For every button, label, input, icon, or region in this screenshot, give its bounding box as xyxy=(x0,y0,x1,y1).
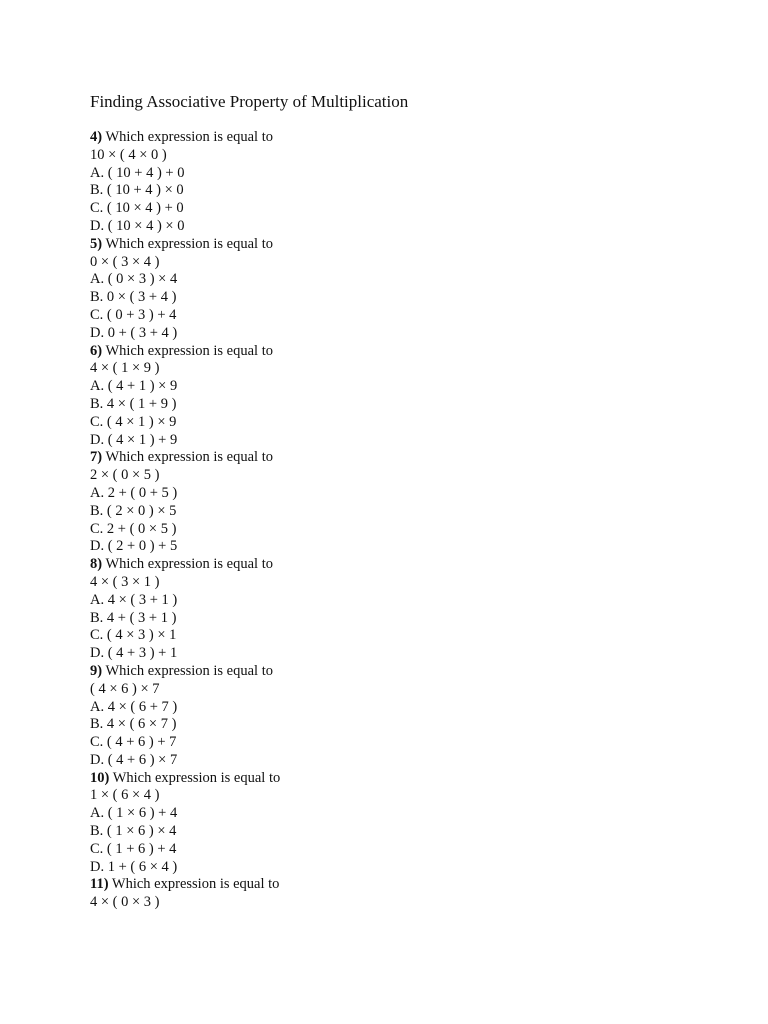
question-number: 11) xyxy=(90,876,109,893)
question-prompt-line xyxy=(90,556,730,574)
question-prompt: Which expression is equal to xyxy=(105,662,273,679)
question-expression: 2 × ( 0 × 5 ) xyxy=(90,467,160,484)
question-prompt-line xyxy=(90,663,730,681)
question-expression: 10 × ( 4 × 0 ) xyxy=(90,146,167,163)
answer-option: D. 1 + ( 6 × 4 ) xyxy=(90,858,178,875)
question-expression: 4 × ( 0 × 3 ) xyxy=(90,894,160,911)
question-prompt-line xyxy=(90,236,730,254)
question-block xyxy=(90,876,730,912)
answer-option: A. 2 + ( 0 + 5 ) xyxy=(90,484,178,501)
question-number: 8) xyxy=(90,556,103,573)
question-prompt-line xyxy=(90,449,730,467)
question-number: 4) xyxy=(90,129,103,145)
question-prompt: Which expression is equal to xyxy=(105,556,273,573)
question-expression: ( 4 × 6 ) × 7 xyxy=(90,680,160,697)
question-block xyxy=(90,663,730,770)
answer-option: C. ( 4 + 6 ) + 7 xyxy=(90,734,177,751)
answer-option: D. ( 2 + 0 ) + 5 xyxy=(90,538,178,555)
question-expression: 0 × ( 3 × 4 ) xyxy=(90,253,160,270)
question-prompt-line xyxy=(90,770,730,788)
question-block xyxy=(90,556,730,663)
question-prompt-line xyxy=(90,343,730,361)
question-block xyxy=(90,343,730,450)
answer-option: D. ( 4 × 1 ) + 9 xyxy=(90,431,178,448)
question-number: 9) xyxy=(90,662,103,679)
answer-option: A. ( 0 × 3 ) × 4 xyxy=(90,271,178,288)
answer-option: D. ( 4 + 3 ) + 1 xyxy=(90,645,178,662)
question-prompt-line xyxy=(90,129,730,147)
question-prompt: Which expression is equal to xyxy=(111,876,280,893)
answer-option: A. 4 × ( 6 + 7 ) xyxy=(90,698,178,715)
question-prompt: Which expression is equal to xyxy=(105,235,273,252)
question-prompt: Which expression is equal to xyxy=(112,769,281,786)
question-number: 10) xyxy=(90,769,110,786)
question-block xyxy=(90,449,730,556)
question-expression: 4 × ( 3 × 1 ) xyxy=(90,573,160,590)
question-block xyxy=(90,129,730,236)
answer-option: B. 4 + ( 3 + 1 ) xyxy=(90,609,177,626)
question-expression: 4 × ( 1 × 9 ) xyxy=(90,360,160,377)
question-list xyxy=(90,129,730,912)
answer-option: B. ( 1 × 6 ) × 4 xyxy=(90,823,177,840)
answer-option: D. ( 4 + 6 ) × 7 xyxy=(90,751,178,768)
question-block xyxy=(90,236,730,343)
question-expression: 1 × ( 6 × 4 ) xyxy=(90,787,160,804)
answer-option: C. 2 + ( 0 × 5 ) xyxy=(90,520,177,537)
question-prompt: Which expression is equal to xyxy=(105,342,273,359)
question-number: 5) xyxy=(90,235,103,252)
answer-option: A. 4 × ( 3 + 1 ) xyxy=(90,591,178,608)
page-title: Finding Associative Property of Multiplication xyxy=(90,92,409,111)
question-prompt-line xyxy=(90,876,730,894)
answer-option: C. ( 1 + 6 ) + 4 xyxy=(90,840,177,857)
answer-option: D. 0 + ( 3 + 4 ) xyxy=(90,324,178,341)
answer-option: A. ( 1 × 6 ) + 4 xyxy=(90,805,178,822)
answer-option: B. ( 10 + 4 ) × 0 xyxy=(90,182,184,199)
answer-option: A. ( 4 + 1 ) × 9 xyxy=(90,378,178,395)
answer-option: B. ( 2 × 0 ) × 5 xyxy=(90,502,177,519)
question-prompt: Which expression is equal to xyxy=(105,449,273,466)
answer-option: C. ( 0 + 3 ) + 4 xyxy=(90,306,177,323)
answer-option: B. 4 × ( 1 + 9 ) xyxy=(90,395,177,412)
question-number: 6) xyxy=(90,342,103,359)
answer-option: B. 0 × ( 3 + 4 ) xyxy=(90,289,177,306)
question-prompt: Which expression is equal to xyxy=(105,129,273,145)
question-number: 7) xyxy=(90,449,103,466)
answer-option: C. ( 4 × 3 ) × 1 xyxy=(90,627,177,644)
worksheet-page xyxy=(90,91,730,912)
question-block xyxy=(90,770,730,877)
answer-option: D. ( 10 × 4 ) × 0 xyxy=(90,217,185,234)
answer-option: C. ( 4 × 1 ) × 9 xyxy=(90,413,177,430)
answer-option: A. ( 10 + 4 ) + 0 xyxy=(90,164,185,181)
answer-option: B. 4 × ( 6 × 7 ) xyxy=(90,716,177,733)
answer-option: C. ( 10 × 4 ) + 0 xyxy=(90,200,184,217)
